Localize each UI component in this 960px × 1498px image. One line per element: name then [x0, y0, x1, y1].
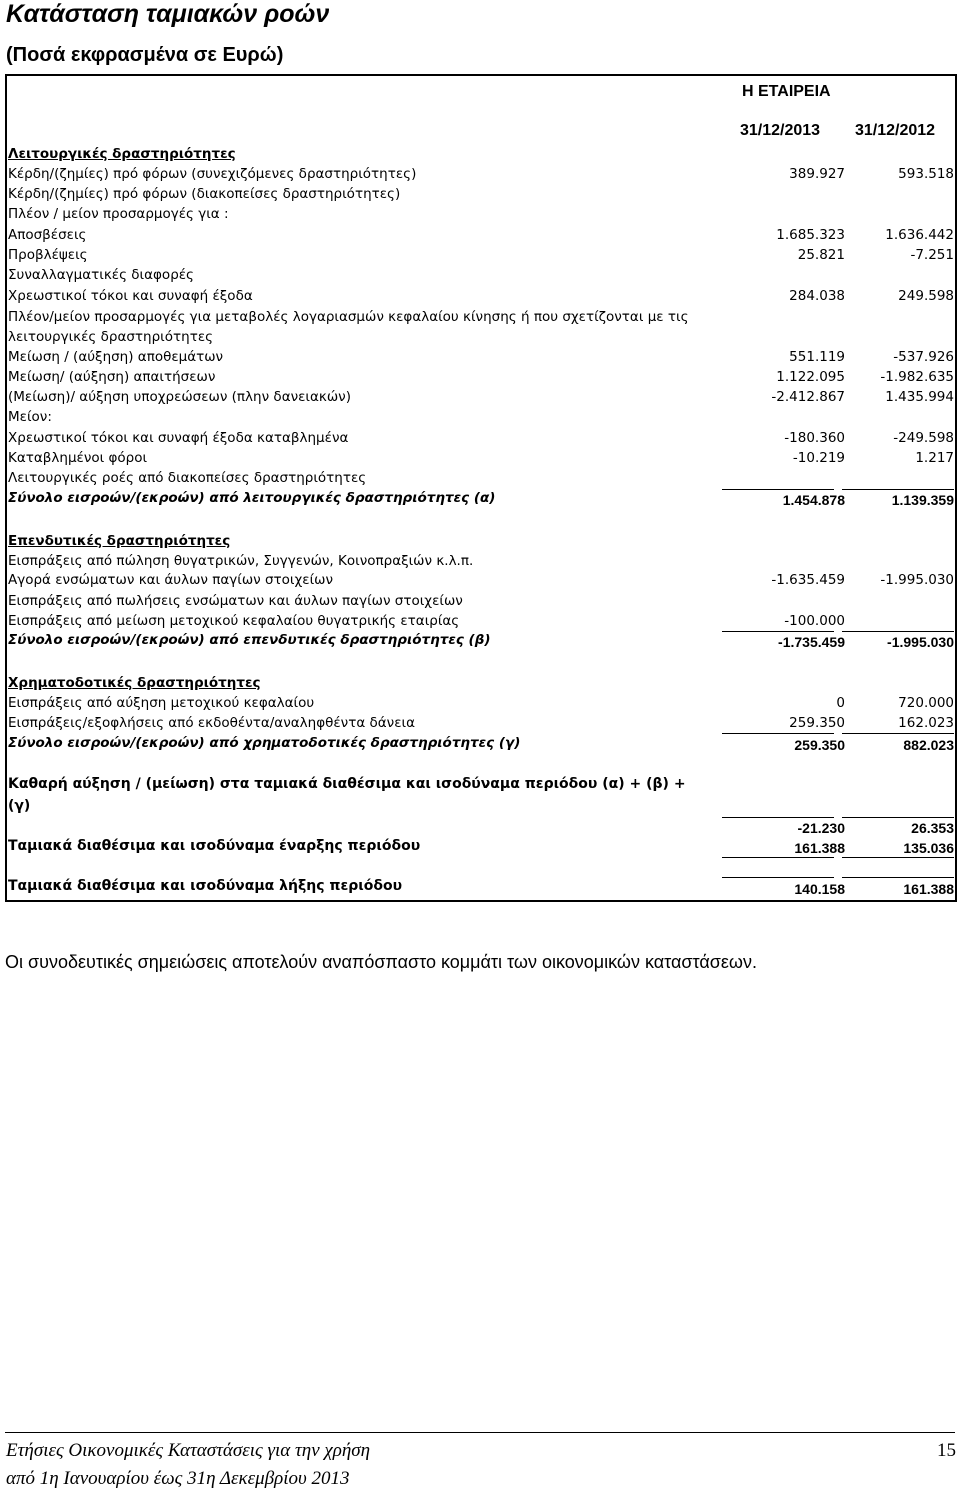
table-row: Αγορά ενσώματων και άυλων παγίων στοιχείων -1.635.459 -1.995.030	[8, 572, 954, 588]
net-change-row: (γ) -21.230 26.353	[8, 798, 954, 836]
footer-line-1: Ετήσιες Οικονομικές Καταστάσεις για την χρήση	[6, 1440, 371, 1461]
section-operating: Λειτουργικές δραστηριότητες	[8, 146, 236, 162]
table-row: Εισπράξεις από αύξηση μετοχικού κεφαλαίου 0 720.000	[8, 695, 954, 711]
table-row: Καταβλημένοι φόροι -10.219 1.217	[8, 450, 954, 466]
table-row: Λειτουργικές ροές από διακοπείσες δραστηριότητες	[8, 470, 367, 486]
table-row: λειτουργικές δραστηριότητες	[8, 329, 214, 345]
subtotal-operating: Σύνολο εισροών/(εκροών) από λειτουργικές δραστηριότητες (α) 1.454.878 1.139.359	[8, 490, 954, 508]
opening-cash-row: Ταμιακά διαθέσιμα και ισοδύναμα έναρξης περιόδου 161.388 135.036	[8, 838, 954, 856]
table-row: Μείωση / (αύξηση) αποθεμάτων 551.119 -537.926	[8, 349, 954, 365]
table-row: Κέρδη/(ζημίες) πρό φόρων (συνεχιζόμενες δραστηριότητες) 389.927 593.518	[8, 166, 954, 182]
section-investing: Επενδυτικές δραστηριότητες	[8, 533, 231, 549]
page-number: 15	[937, 1440, 956, 1461]
table-row: Εισπράξεις από πώληση θυγατρικών, Συγγενών, Κοινοπραξιών κ.λ.π.	[8, 553, 474, 569]
table-row: (Μείωση)/ αύξηση υποχρεώσεων (πλην δανειακών) -2.412.867 1.435.994	[8, 389, 954, 405]
table-row: Πλέον / μείον προσαρμογές για :	[8, 206, 229, 222]
subtotal-investing: Σύνολο εισροών/(εκροών) από επενδυτικές δραστηριότητες (β) -1.735.459 -1.995.030	[8, 632, 954, 650]
table-row: Πλέον/μείον προσαρμογές για μεταβολές λογαριασμών κεφαλαίου κίνησης ή που σχετίζονται με τις	[8, 309, 689, 325]
section-financing: Χρηματοδοτικές δραστηριότητες	[8, 675, 261, 691]
net-change-label: Καθαρή αύξηση / (μείωση) στα ταμιακά διαθέσιμα και ισοδύναμα περιόδου (α) + (β) +	[8, 776, 686, 792]
notes-statement: Οι συνοδευτικές σημειώσεις αποτελούν αναπόσπαστο κομμάτι των οικονομικών καταστάσεων.	[5, 952, 757, 972]
table-row: Εισπράξεις/εξοφλήσεις από εκδοθέντα/αναληφθέντα δάνεια 259.350 162.023	[8, 715, 954, 731]
table-row: Χρεωστικοί τόκοι και συναφή έξοδα καταβλημένα -180.360 -249.598	[8, 430, 954, 446]
table-row: Εισπράξεις από μείωση μετοχικού κεφαλαίου θυγατρικής εταιρίας -100.000	[8, 613, 845, 629]
table-row: Προβλέψεις 25.821 -7.251	[8, 247, 954, 263]
table-row: Συναλλαγματικές διαφορές	[8, 267, 194, 283]
footer-line-2: από 1η Ιανουαρίου έως 31η Δεκεμβρίου 2013	[6, 1468, 350, 1489]
column-header-2012: 31/12/2012	[855, 122, 936, 139]
table-row: Κέρδη/(ζημίες) πρό φόρων (διακοπείσες δραστηριότητες)	[8, 186, 401, 202]
table-row: Μείωση/ (αύξηση) απαιτήσεων 1.122.095 -1.982.635	[8, 369, 954, 385]
company-heading: Η ΕΤΑΙΡΕΙΑ	[742, 83, 831, 100]
column-header-2013: 31/12/2013	[740, 122, 821, 139]
table-row: Εισπράξεις από πωλήσεις ενσώματων και άυλων παγίων στοιχείων	[8, 593, 463, 609]
page-title: Κατάσταση ταμιακών ροών	[6, 0, 330, 28]
table-row: Αποσβέσεις 1.685.323 1.636.442	[8, 227, 954, 243]
footer-divider	[5, 1432, 955, 1433]
table-row: Μείον:	[8, 409, 52, 425]
subtotal-financing: Σύνολο εισροών/(εκροών) από χρηματοδοτικές δραστηριότητες (γ) 259.350 882.023	[8, 735, 954, 753]
table-row: Χρεωστικοί τόκοι και συναφή έξοδα 284.038 249.598	[8, 288, 954, 304]
closing-cash-row: Ταμιακά διαθέσιμα και ισοδύναμα λήξης περιόδου 140.158 161.388	[8, 878, 954, 897]
page-subtitle: (Ποσά εκφρασμένα σε Ευρώ)	[6, 44, 284, 66]
